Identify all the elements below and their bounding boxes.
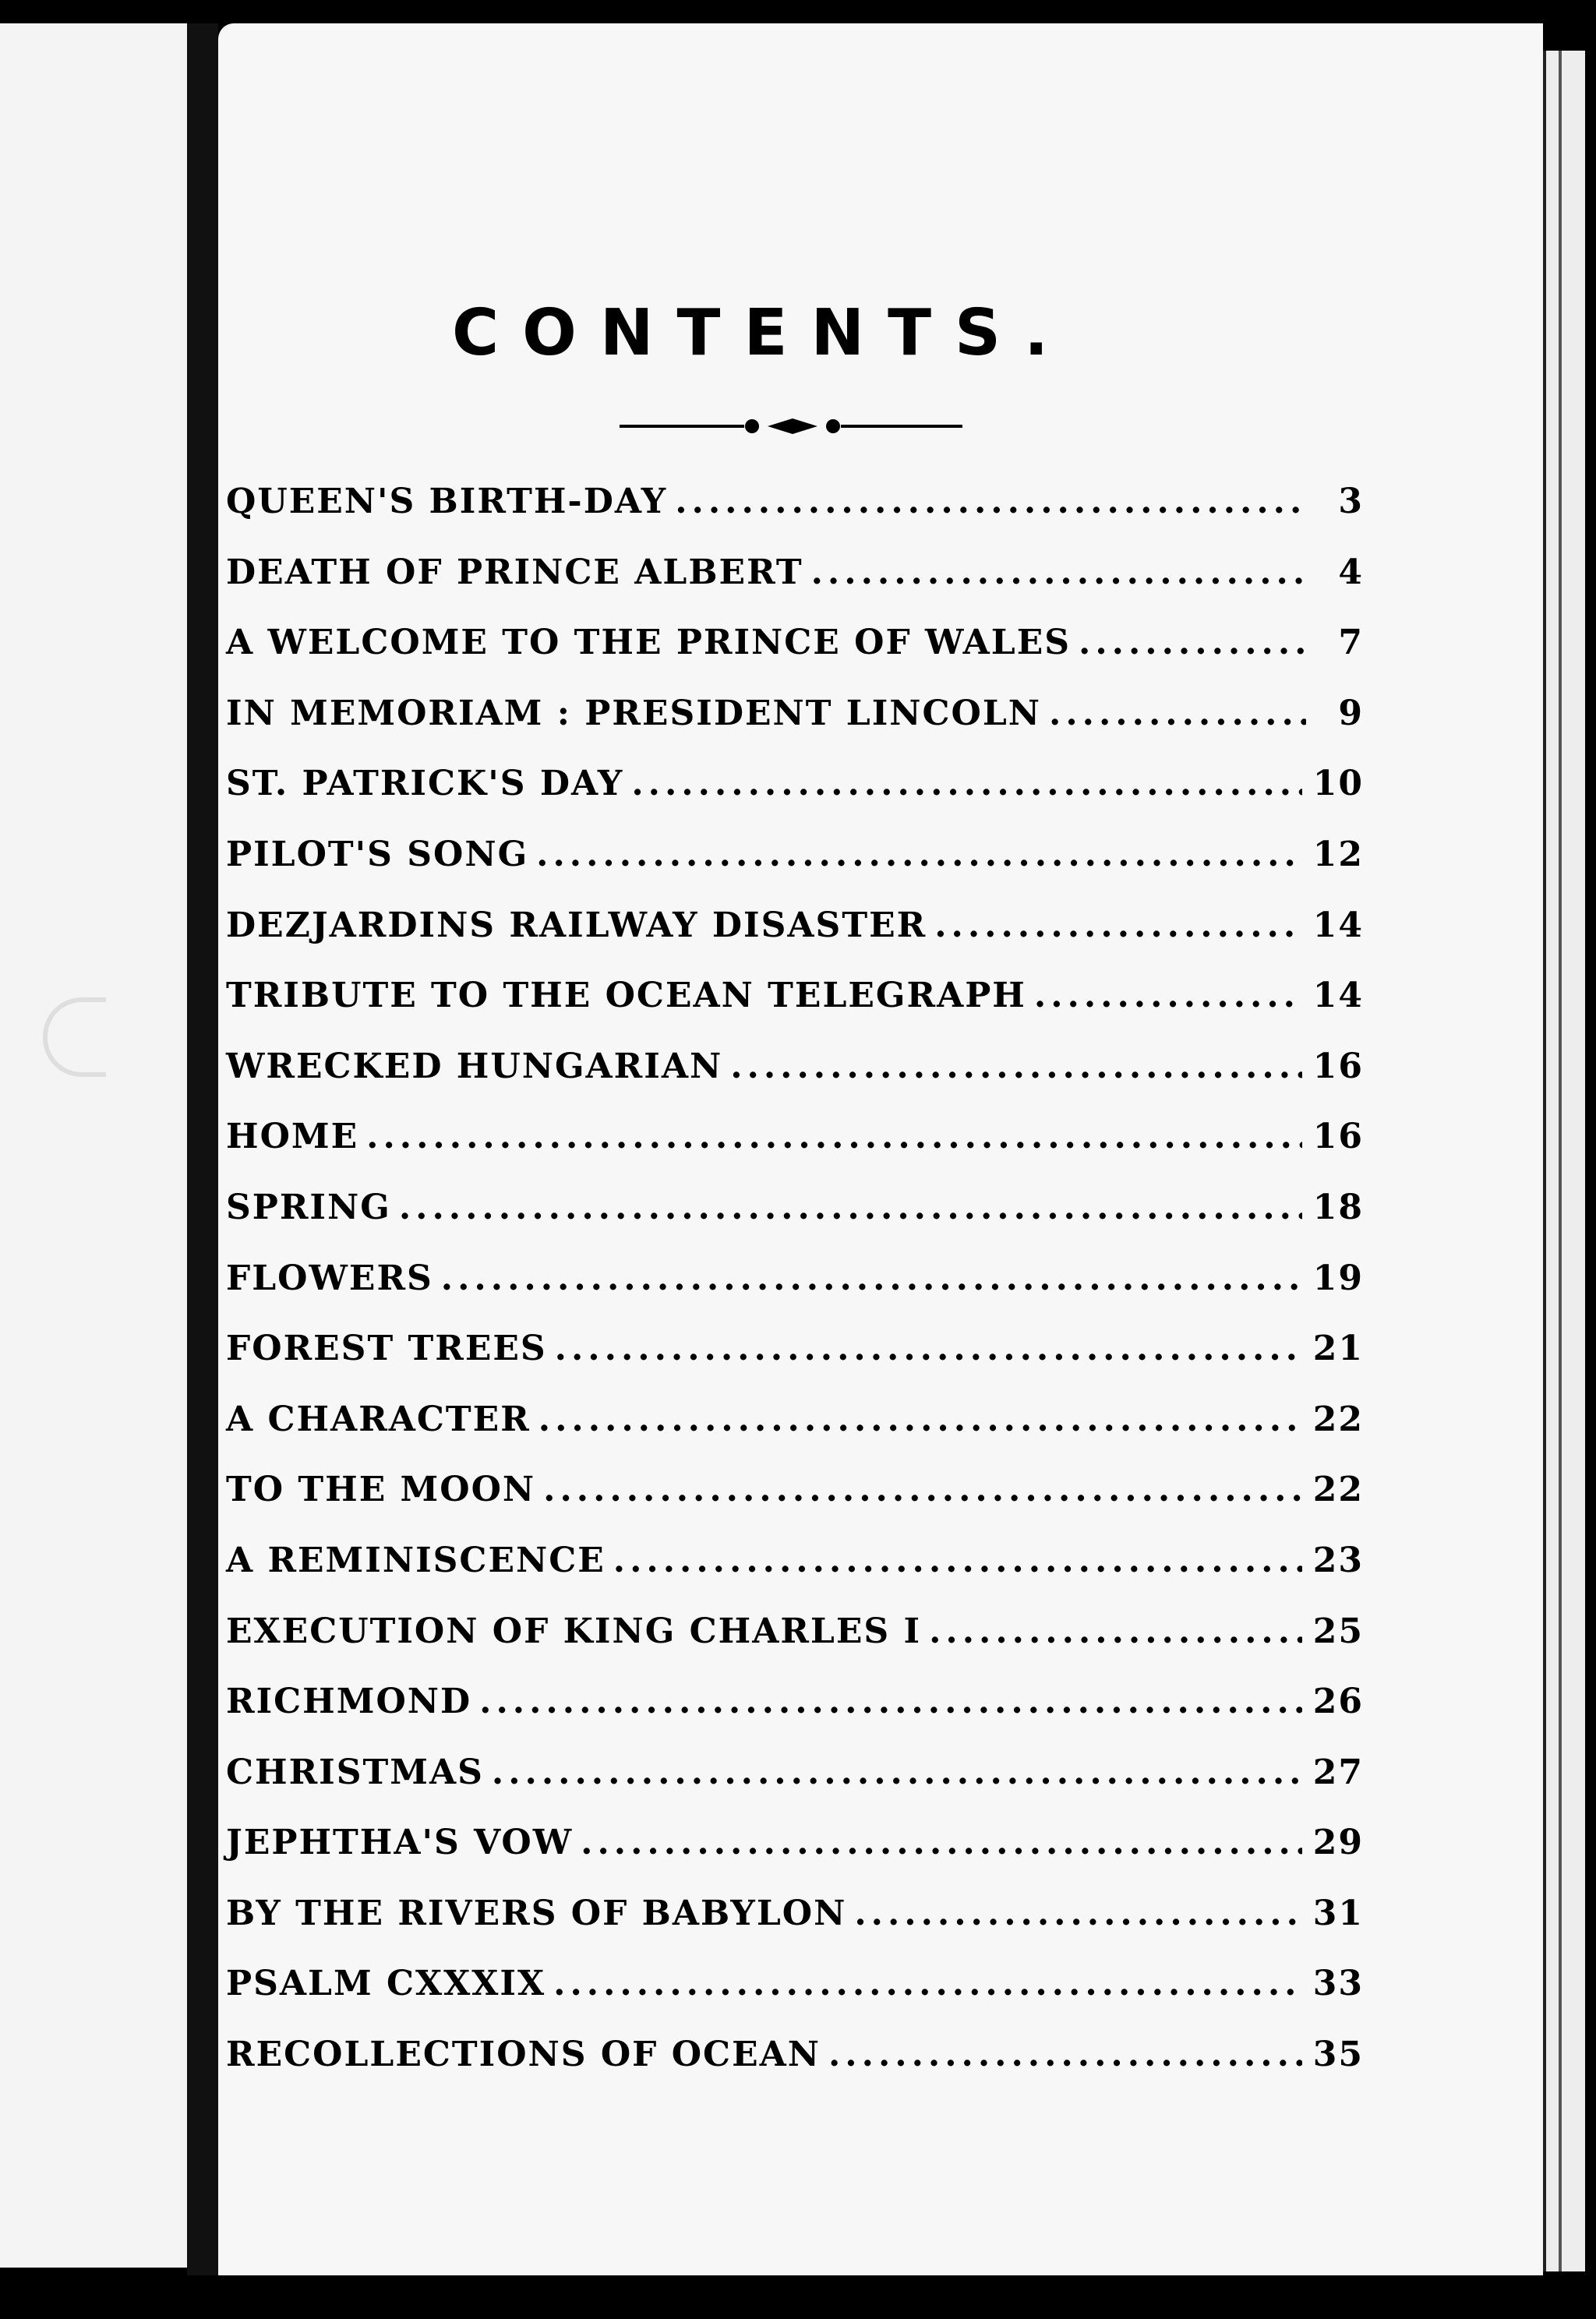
dot-leader (631, 764, 1301, 803)
contents-entry (226, 552, 1364, 623)
dot-leader (675, 482, 1306, 521)
contents-entry (226, 835, 1364, 905)
contents-entry (226, 623, 1364, 694)
dot-leader (581, 1823, 1302, 1862)
entry-title: A REMINISCENCE (226, 1540, 606, 1580)
ornament-divider (620, 409, 962, 443)
dot-leader (536, 835, 1302, 874)
entry-page-number: 12 (1312, 834, 1364, 874)
dot-leader (1079, 623, 1306, 662)
contents-entry (226, 1047, 1364, 1117)
entry-page-number: 16 (1312, 1117, 1364, 1157)
contents-entry (226, 1752, 1364, 1823)
dot-leader (366, 1117, 1302, 1156)
dot-leader (553, 1964, 1302, 2003)
contents-entry (226, 1682, 1364, 1752)
entry-title: DEZJARDINS RAILWAY DISASTER (226, 905, 927, 945)
entry-page-number: 7 (1338, 623, 1364, 663)
dot-leader (555, 1329, 1302, 1368)
contents-entry (226, 1541, 1364, 1611)
entry-page-number: 19 (1312, 1258, 1364, 1298)
dot-leader (399, 1188, 1302, 1227)
entry-page-number: 23 (1312, 1540, 1364, 1580)
book-spine (187, 23, 218, 2275)
entry-page-number: 33 (1312, 1964, 1364, 2004)
entry-page-number: 14 (1312, 976, 1364, 1016)
entry-title: TRIBUTE TO THE OCEAN TELEGRAPH (226, 976, 1026, 1016)
contents-entry (226, 482, 1364, 552)
dot-leader (730, 1047, 1302, 1086)
contents-entry (226, 976, 1364, 1047)
dot-leader (934, 905, 1302, 945)
entry-page-number: 35 (1312, 2035, 1364, 2075)
entry-title: BY THE RIVERS OF BABYLON (226, 1893, 847, 1933)
entry-page-number: 16 (1312, 1046, 1364, 1086)
contents-entry (226, 1258, 1364, 1329)
dot-leader (492, 1752, 1302, 1792)
entry-page-number: 21 (1312, 1329, 1364, 1369)
entry-title: A CHARACTER (226, 1399, 531, 1439)
entry-page-number: 4 (1338, 552, 1364, 592)
entry-page-number: 25 (1312, 1611, 1364, 1651)
dot-leader (479, 1682, 1302, 1721)
contents-entry (226, 1894, 1364, 1964)
entry-page-number: 22 (1312, 1470, 1364, 1510)
entry-title: WRECKED HUNGARIAN (226, 1046, 723, 1086)
entry-page-number: 10 (1312, 764, 1364, 804)
contents-entry (226, 1964, 1364, 2035)
dot-leader (441, 1258, 1302, 1298)
contents-entry (226, 1470, 1364, 1541)
entry-title: HOME (226, 1117, 359, 1157)
page-edge (1543, 51, 1585, 2271)
entry-title: EXECUTION OF KING CHARLES I (226, 1611, 922, 1651)
contents-entry (226, 1823, 1364, 1894)
dot-leader (1034, 976, 1302, 1015)
facing-page (0, 23, 187, 2268)
entry-page-number: 9 (1338, 693, 1364, 733)
entry-title: DEATH OF PRINCE ALBERT (226, 552, 803, 592)
dot-leader (538, 1400, 1302, 1439)
entry-title: PSALM CXXXIX (226, 1964, 546, 2004)
dot-leader (543, 1470, 1302, 1509)
entry-page-number: 26 (1312, 1682, 1364, 1722)
entry-title: RICHMOND (226, 1682, 472, 1722)
contents-entry (226, 764, 1364, 835)
entry-page-number: 31 (1312, 1893, 1364, 1933)
contents-entry (226, 2035, 1364, 2105)
contents-entry (226, 1329, 1364, 1400)
dot-leader (1049, 694, 1306, 733)
entry-page-number: 14 (1312, 905, 1364, 945)
entry-title: RECOLLECTIONS OF OCEAN (226, 2035, 821, 2075)
entry-title: TO THE MOON (226, 1470, 536, 1510)
entry-title: FOREST TREES (226, 1329, 547, 1369)
entry-title: JEPHTHA'S VOW (226, 1823, 574, 1863)
entry-title: PILOT'S SONG (226, 834, 529, 874)
entry-title: IN MEMORIAM : PRESIDENT LINCOLN (226, 693, 1042, 733)
show-through-letter (43, 997, 106, 1077)
dot-leader (929, 1611, 1302, 1651)
dot-leader (854, 1894, 1301, 1933)
entry-title: CHRISTMAS (226, 1752, 484, 1792)
entry-page-number: 29 (1312, 1823, 1364, 1863)
entry-page-number: 3 (1338, 482, 1364, 521)
entry-title: QUEEN'S BIRTH-DAY (226, 482, 668, 521)
contents-entry (226, 1611, 1364, 1682)
dot-leader (613, 1541, 1302, 1580)
dot-leader (828, 2035, 1302, 2074)
entry-title: FLOWERS (226, 1258, 433, 1298)
contents-list (226, 482, 1364, 2105)
contents-entry (226, 905, 1364, 976)
page-title: CONTENTS. (452, 296, 1072, 370)
contents-entry (226, 1188, 1364, 1258)
contents-entry (226, 1400, 1364, 1470)
contents-entry (226, 1117, 1364, 1188)
entry-title: ST. PATRICK'S DAY (226, 764, 624, 804)
entry-page-number: 22 (1312, 1399, 1364, 1439)
entry-page-number: 27 (1312, 1752, 1364, 1792)
entry-page-number: 18 (1312, 1187, 1364, 1227)
entry-title: SPRING (226, 1187, 391, 1227)
dot-leader (811, 552, 1306, 592)
entry-title: A WELCOME TO THE PRINCE OF WALES (226, 623, 1072, 663)
contents-entry (226, 694, 1364, 764)
